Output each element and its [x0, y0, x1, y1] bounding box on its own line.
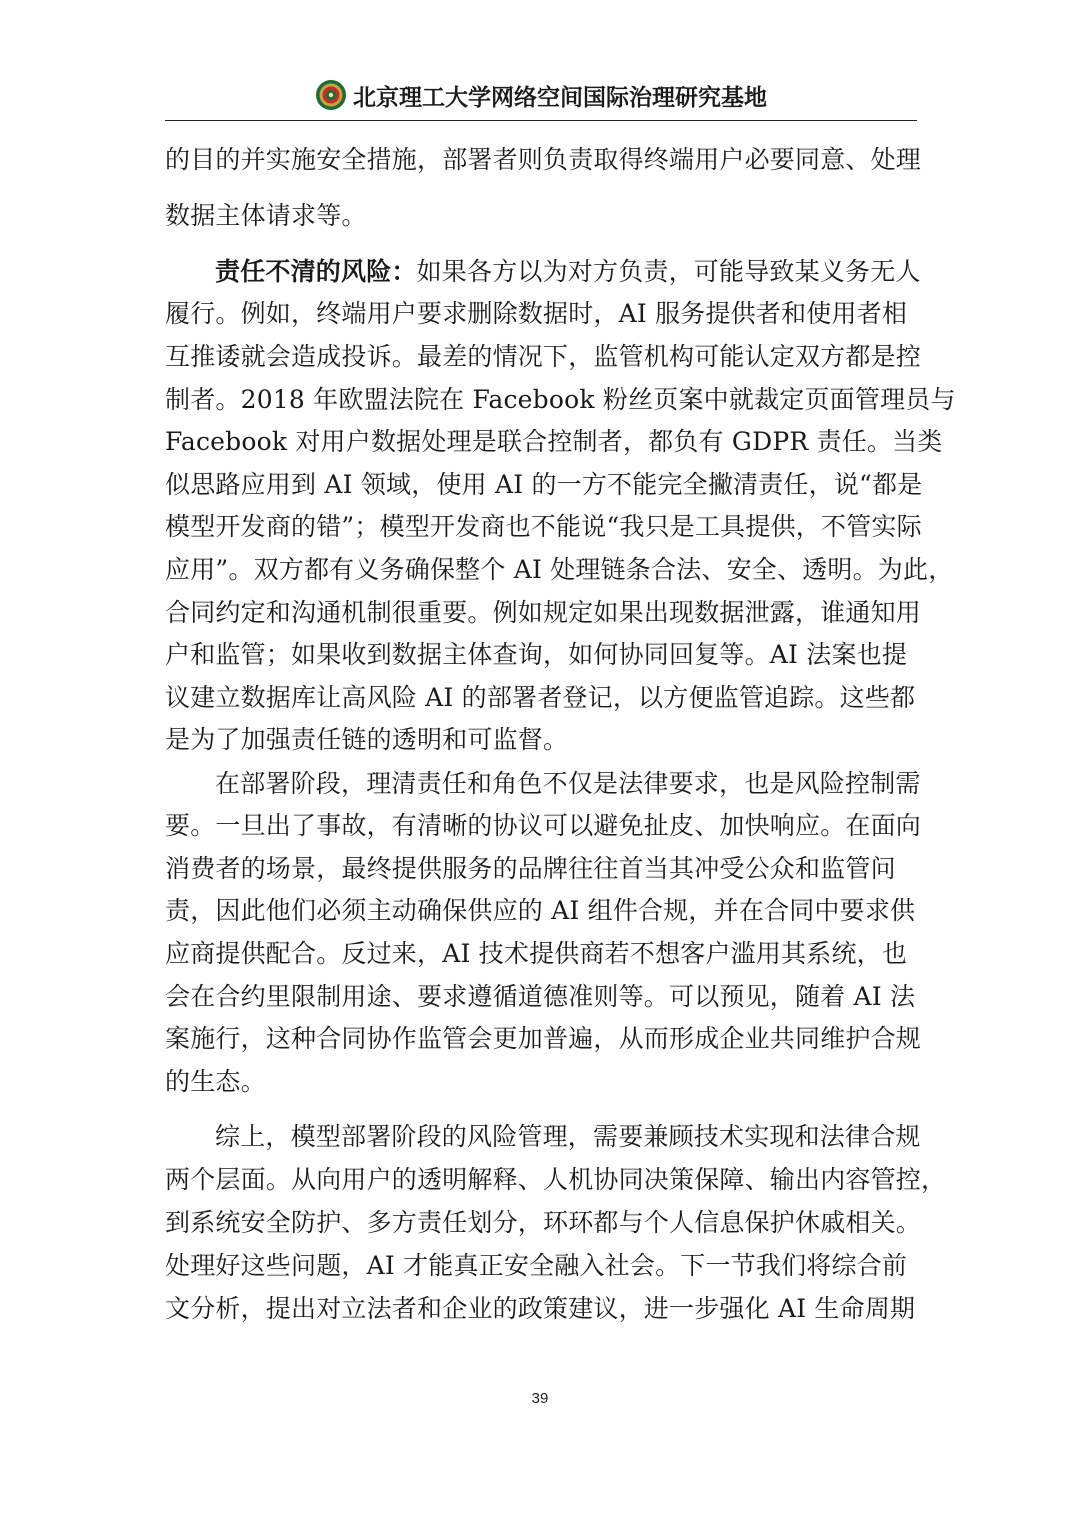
paragraph-line: 要。一旦出了事故，有清晰的协议可以避免扯皮、加快响应。在面向 [165, 811, 922, 840]
paragraph-line: 会在合约里限制用途、要求遵循道德准则等。可以预见，随着 AI 法 [165, 982, 916, 1011]
paragraph-line: 责，因此他们必须主动确保供应的 AI 组件合规，并在合同中要求供 [165, 896, 916, 925]
paragraph-line: 两个层面。从向用户的透明解释、人机协同决策保障、输出内容管控， [165, 1165, 947, 1194]
paragraph-first-line: 综上，模型部署阶段的风险管理，需要兼顾技术实现和法律合规 [215, 1122, 921, 1151]
paragraph-line: 消费者的场景，最终提供服务的品牌往往首当其冲受公众和监管问 [165, 854, 896, 883]
paragraph-line: 似思路应用到 AI 领域，使用 AI 的一方不能完全撇清责任，说“都是 [165, 470, 923, 499]
paragraph-line: Facebook 对用户数据处理是联合控制者，都负有 GDPR 责任。当类 [165, 427, 943, 456]
paragraph-line: 案施行，这种合同协作监管会更加普遍，从而形成企业共同维护合规 [165, 1024, 922, 1053]
paragraph-line: 户和监管；如果收到数据主体查询，如何协同回复等。AI 法案也提 [165, 640, 908, 669]
paragraph-line: 的目的并实施安全措施，部署者则负责取得终端用户必要同意、处理 [165, 145, 922, 174]
paragraph-text: 如果各方以为对方负责，可能导致某义务无人 [416, 257, 921, 286]
paragraph-line: 是为了加强责任链的透明和可监督。 [165, 725, 569, 754]
paragraph-line: 应商提供配合。反过来，AI 技术提供商若不想客户滥用其系统，也 [165, 939, 908, 968]
paragraph-line: 应用”。双方都有义务确保整个 AI 处理链条合法、安全、透明。为此， [165, 555, 954, 584]
paragraph-line: 数据主体请求等。 [165, 201, 367, 230]
paragraph-line: 到系统安全防护、多方责任划分，环环都与个人信息保护休戚相关。 [165, 1208, 922, 1237]
paragraph-line: 履行。例如，终端用户要求删除数据时，AI 服务提供者和使用者相 [165, 299, 908, 328]
paragraph-line: 互推诿就会造成投诉。最差的情况下，监管机构可能认定双方都是控 [165, 342, 922, 371]
paragraph-first-line [165, 255, 925, 289]
paragraph-line: 处理好这些问题，AI 才能真正安全融入社会。下一节我们将综合前 [165, 1251, 908, 1280]
paragraph-line: 议建立数据库让高风险 AI 的部署者登记，以方便监管追踪。这些都 [165, 683, 916, 712]
section-lead: 责任不清的风险： [215, 257, 417, 286]
paragraph-line: 制者。2018 年欧盟法院在 Facebook 粉丝页案中就裁定页面管理员与 [165, 385, 956, 414]
paragraph-line: 合同约定和沟通机制很重要。例如规定如果出现数据泄露，谁通知用 [165, 598, 922, 627]
header-title: 北京理工大学网络空间国际治理研究基地 [353, 84, 767, 111]
page-header [165, 72, 917, 118]
paragraph-first-line: 在部署阶段，理清责任和角色不仅是法律要求，也是风险控制需 [215, 769, 921, 798]
university-seal-icon [315, 79, 347, 111]
paragraph-line: 文分析，提出对立法者和企业的政策建议，进一步强化 AI 生命周期 [165, 1294, 916, 1323]
paragraph-line: 模型开发商的错”；模型开发商也不能说“我只是工具提供，不管实际 [165, 512, 922, 541]
header-divider [165, 120, 917, 121]
page-number: 39 [531, 1390, 549, 1407]
paragraph-line: 的生态。 [165, 1067, 266, 1096]
